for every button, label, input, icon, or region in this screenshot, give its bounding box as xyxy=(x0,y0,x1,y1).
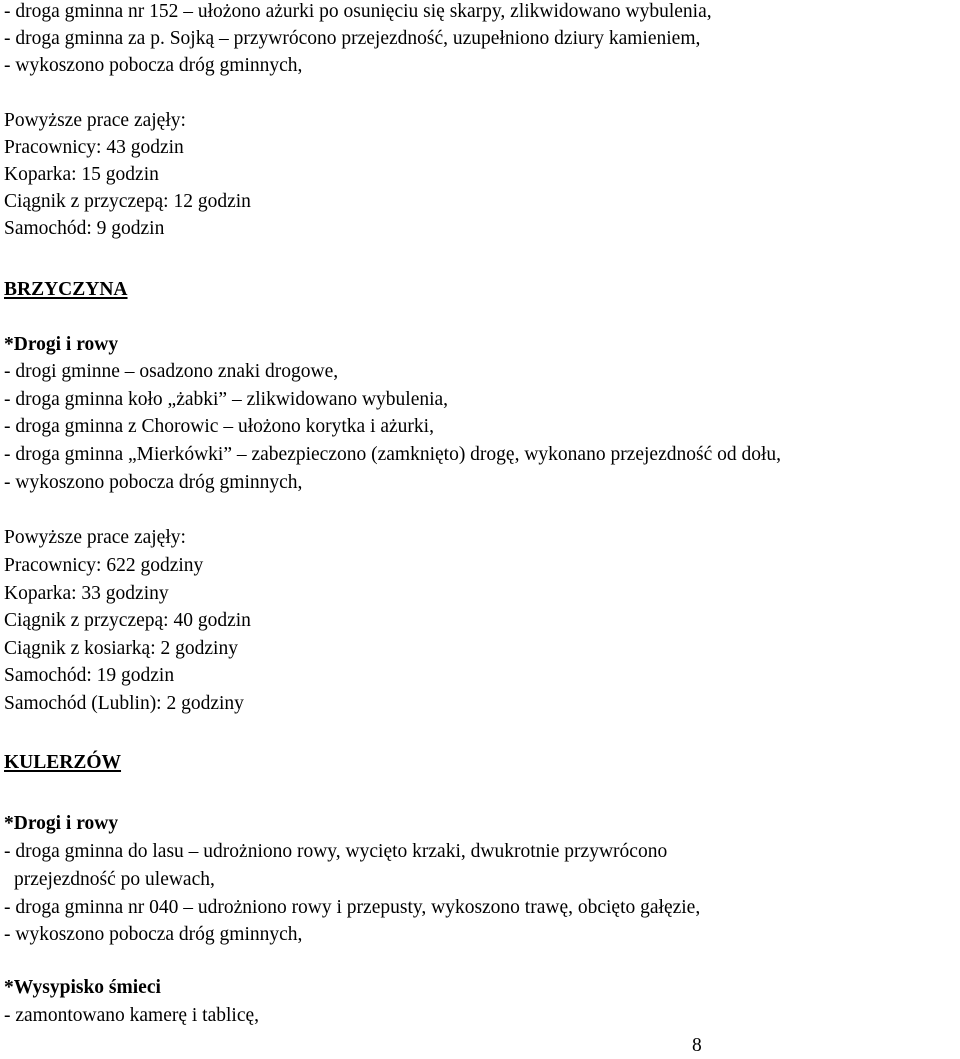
list-item-continuation: przejezdność po ulewach, xyxy=(14,869,215,890)
summary-item: Pracownicy: 622 godziny xyxy=(4,555,204,576)
summary-item: Ciągnik z kosiarką: 2 godziny xyxy=(4,638,238,659)
summary-item: Ciągnik z przyczepą: 40 godzin xyxy=(4,610,251,631)
summary-title: Powyższe prace zajęły: xyxy=(4,527,186,548)
summary-item: Samochód (Lublin): 2 godziny xyxy=(4,693,244,714)
subheading-roads: *Drogi i rowy xyxy=(4,813,119,834)
summary-item: Samochód: 19 godzin xyxy=(4,665,175,686)
list-item: - droga gminna z Chorowic – ułożono korytka i ażurki, xyxy=(4,416,434,437)
list-item: - drogi gminne – osadzono znaki drogowe, xyxy=(4,361,339,382)
list-item: - droga gminna nr 040 – udrożniono rowy i przepusty, wykoszono trawę, obcięto gałęzie, xyxy=(4,897,701,918)
list-item: - wykoszono pobocza dróg gminnych, xyxy=(4,472,303,493)
list-item: - wykoszono pobocza dróg gminnych, xyxy=(4,924,303,945)
list-item: - droga gminna koło „żabki” – zlikwidowano wybulenia, xyxy=(4,389,449,410)
summary-item: Koparka: 33 godziny xyxy=(4,583,169,604)
section-heading-kulerzow: KULERZÓW xyxy=(4,752,122,773)
summary-title: Powyższe prace zajęły: xyxy=(4,110,186,131)
section-heading-brzyczyna: BRZYCZYNA xyxy=(4,279,128,300)
list-item: - droga gminna nr 152 – ułożono ażurki po osunięciu się skarpy, zlikwidowano wybulenia, xyxy=(4,1,712,22)
list-item: - droga gminna za p. Sojką – przywrócono przejezdność, uzupełniono dziury kamieniem, xyxy=(4,28,701,49)
summary-item: Ciągnik z przyczepą: 12 godzin xyxy=(4,191,251,212)
list-item: - droga gminna „Mierkówki” – zabezpieczono (zamknięto) drogę, wykonano przejezdność od dołu, xyxy=(4,444,782,465)
list-item: - wykoszono pobocza dróg gminnych, xyxy=(4,55,303,76)
subheading-roads: *Drogi i rowy xyxy=(4,334,119,355)
summary-item: Samochód: 9 godzin xyxy=(4,218,165,239)
summary-item: Koparka: 15 godzin xyxy=(4,164,159,185)
summary-item: Pracownicy: 43 godzin xyxy=(4,137,184,158)
subheading-landfill: *Wysypisko śmieci xyxy=(4,977,161,998)
list-item: - zamontowano kamerę i tablicę, xyxy=(4,1005,260,1026)
list-item: - droga gminna do lasu – udrożniono rowy, wycięto krzaki, dwukrotnie przywrócono xyxy=(4,841,668,862)
page-number: 8 xyxy=(692,1035,702,1056)
